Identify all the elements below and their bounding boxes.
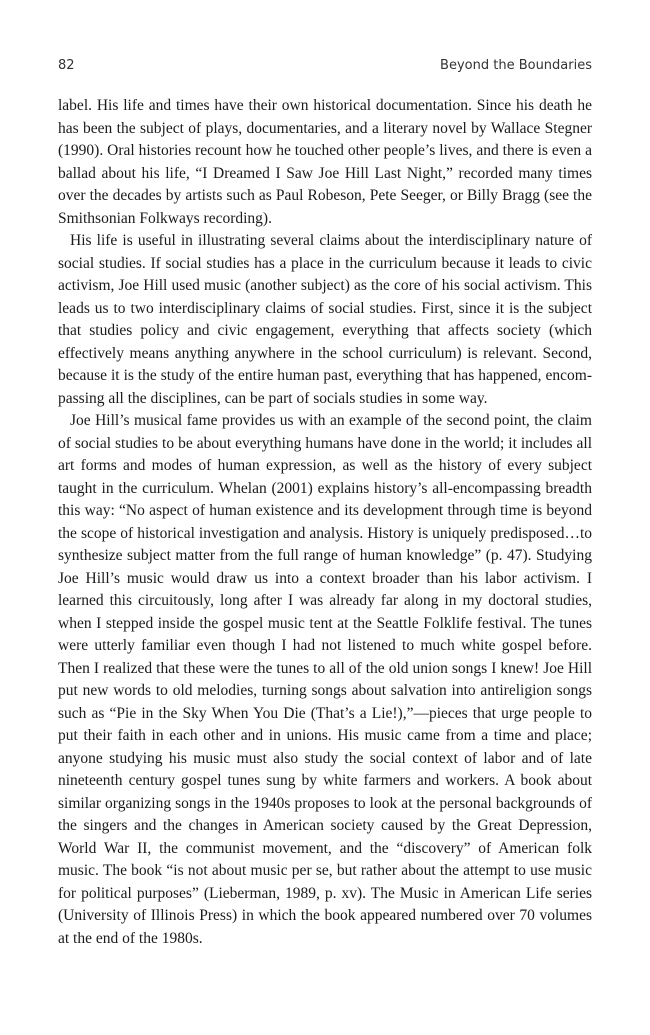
- running-title: Beyond the Boundaries: [440, 58, 592, 73]
- page-number: 82: [58, 58, 75, 73]
- book-page: [58, 0, 592, 1035]
- running-head: [58, 58, 592, 78]
- paragraph-musical-fame: Joe Hill’s musical fame provides us with an example of the second point, the claim of social studies to be about everything humans have done in the world; it includes all art forms and modes of human expression, as well as the history of every subject taught in the curriculum. Whelan (2001) explains history’s all-encompassing breadth this way: “No aspect of human existence and its development through time is beyond the scope of historical investigation and analysis. History is uniquely predisposed…to synthesize subject matter from the full range of human knowledge” (p. 47). Studying Joe Hill’s music would draw us into a context broader than his labor activism. I learned this circuitously, long after I was already far along in my doctoral studies, when I stepped inside the gospel music tent at the Seattle Folklife festival. The tunes were utterly familiar even though I had not listened to much white gospel before. Then I realized that these were the tunes to all of the old union songs I knew! Joe Hill put new words to old melodies, turning songs about salvation into antireligion songs such as “Pie in the Sky When You Die (That’s a Lie!),”—pieces that urge people to put their faith in each other and in unions. His music came from a time and place; anyone studying his music must also study the social context of labor and of late nineteenth century gospel tunes sung by white farmers and workers. A book about similar organizing songs in the 1940s proposes to look at the personal backgrounds of the singers and the changes in American society caused by the Great Depression, World War II, the communist movement, and the “discovery” of American folk music. The book “is not about music per se, but rather about the attempt to use music for political purposes” (Lieberman, 1989, p. xv). The Music in American Life series (University of Illinois Press) in which the book appeared numbered over 70 volumes at the end of the 1980s.: [58, 412, 592, 947]
- paragraph-interdisciplinary-claims: His life is useful in illustrating several claims about the interdisciplinary nature of social studies. If social studies has a place in the curriculum because it leads to civic activism, Joe Hill used music (another subject) as the core of his social activism. This leads us to two interdisciplinary claims of social studies. First, since it is the subject that studies policy and civic engagement, everything that affects society (which effectively means anything anywhere in the school curriculum) is relevant. Second, because it is the study of the entire human past, everything that has happened, encompassing all the disciplines, can be part of socials studies in some way.: [58, 232, 592, 407]
- body-text: [58, 95, 592, 950]
- paragraph-continued: label. His life and times have their own historical documentation. Since his death he has been the subject of plays, documentaries, and a literary novel by Wallace Stegner (1990). Oral histories recount how he touched other people’s lives, and there is even a ballad about his life, “I Dreamed I Saw Joe Hill Last Night,” recorded many times over the decades by artists such as Paul Robeson, Pete Seeger, or Billy Bragg (see the Smithsonian Folkways recording).: [58, 97, 592, 227]
